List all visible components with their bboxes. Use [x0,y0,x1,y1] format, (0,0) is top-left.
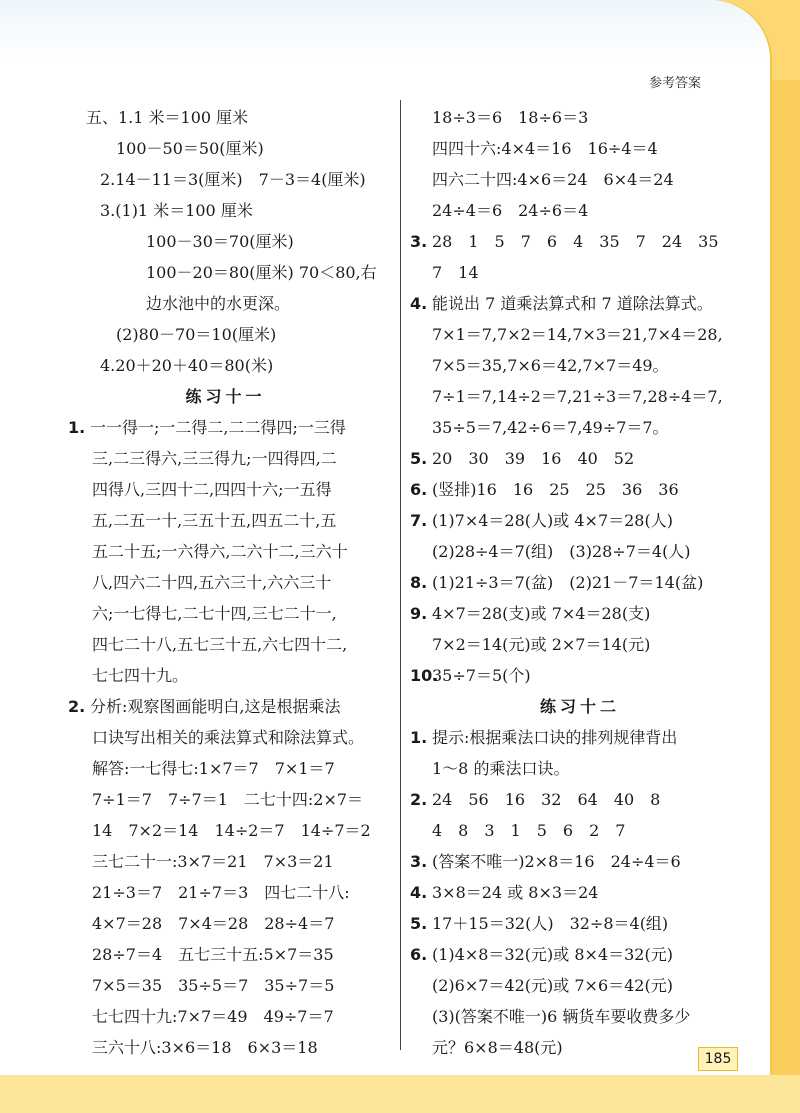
answer-line [58,660,393,691]
answer-text: (2)28÷4＝7(组) (3)28÷7＝4(人) [432,542,691,561]
answer-line [410,753,750,784]
answer-line [58,815,393,846]
item-number: 3. [410,852,428,871]
answer-line [58,846,393,877]
answer-line [410,505,750,536]
answer-text: (2)80－70＝10(厘米) [116,325,277,344]
answer-text: 能说出 7 道乘法算式和 7 道除法算式。 [432,294,713,313]
answer-line [58,412,393,443]
answer-line [410,567,750,598]
answer-text: 35÷5＝7,42÷6＝7,49÷7＝7。 [432,418,669,437]
answer-text: 35÷7＝5(个) [432,666,531,685]
answer-text: 7÷1＝7 7÷7＝1 二七十四:2×7＝ [92,790,364,809]
answer-text: 28÷7＝4 五七三十五:5×7＝35 [92,945,334,964]
item-number: 5. [410,914,428,933]
header-label: 参考答案 [649,76,702,91]
right-color-band [770,80,800,1113]
answer-line [410,133,750,164]
answer-text: (1)4×8＝32(元)或 8×4＝32(元) [432,945,673,964]
answer-text: 七七四十九:7×7＝49 49÷7＝7 [92,1007,334,1026]
answer-line [58,443,393,474]
answer-text: 三,二三得六,三三得九;一四得四,二 [92,449,337,468]
answer-text: 口诀写出相关的乘法算式和除法算式。 [92,728,365,747]
answer-text: 24÷4＝6 24÷6＝4 [432,201,589,220]
answer-text: 24 56 16 32 64 40 8 [432,790,661,809]
answer-line [410,660,750,691]
bottom-color-band [0,1075,800,1113]
answer-line [58,350,393,381]
answer-text: 7×5＝35,7×6＝42,7×7＝49。 [432,356,669,375]
answer-line [58,474,393,505]
answer-text: 五,二五一十,三五十五,四五二十,五 [92,511,337,530]
answer-text: 提示:根据乘法口诀的排列规律背出 [432,728,678,747]
answer-text: 四四十六:4×4＝16 16÷4＝4 [432,139,658,158]
answer-text: 28 1 5 7 6 4 35 7 24 35 [432,232,719,251]
answer-text: 20 30 39 16 40 52 [432,449,635,468]
answer-line [58,1032,393,1063]
answer-line [58,257,393,288]
item-number: 2. [410,790,428,809]
answer-line [410,381,750,412]
answer-line [410,536,750,567]
answer-text: 三七二十一:3×7＝21 7×3＝21 [92,852,334,871]
answer-line [410,939,750,970]
answer-line [410,443,750,474]
answer-text: 1～8 的乘法口诀。 [432,759,570,778]
answer-line [58,691,393,722]
answer-text: 四得八,三四十二,四四十六;一五得 [92,480,332,499]
left-column [58,102,393,1063]
page-top-shade [0,0,770,60]
answer-text: (2)6×7＝42(元)或 7×6＝42(元) [432,976,673,995]
answer-text: (3)(答案不唯一)6 辆货车要收费多少 [432,1007,691,1026]
answer-text: 21÷3＝7 21÷7＝3 四七二十八: [92,883,350,902]
item-number: 7. [410,511,428,530]
answer-line [58,970,393,1001]
item-number: 4. [410,294,428,313]
answer-line [410,226,750,257]
section-heading: 练习十一 [185,387,266,406]
answer-text: 一一得一;一二得二,二二得四;一三得 [90,418,346,437]
answer-line [58,195,393,226]
answer-text: 4×7＝28 7×4＝28 28÷4＝7 [92,914,335,933]
answer-text: 2.14－11＝3(厘米) 7－3＝4(厘米) [100,170,366,189]
answer-text: 边水池中的水更深。 [146,294,291,313]
item-number: 6. [410,945,428,964]
item-number: 3. [410,232,428,251]
answer-line [58,598,393,629]
answer-line [410,908,750,939]
answer-text: 7 14 [432,263,479,282]
item-number: 1. [410,728,428,747]
answer-line [410,257,750,288]
page-number: 185 [698,1047,738,1071]
answer-text: 七七四十九。 [92,666,189,685]
item-number: 5. [410,449,428,468]
answer-line [410,598,750,629]
answer-text: 100－20＝80(厘米) 70＜80,右 [146,263,377,282]
item-number: 2. [68,697,86,716]
answer-line [410,970,750,1001]
item-number: 8. [410,573,428,592]
answer-line [58,288,393,319]
answer-text: 四七二十八,五七三十五,六七四十二, [92,635,348,654]
answer-line [58,877,393,908]
answer-line [58,226,393,257]
answer-text: (1)21÷3＝7(盆) (2)21－7＝14(盆) [432,573,704,592]
answer-line [58,319,393,350]
column-divider [400,100,401,1050]
answer-line [58,1001,393,1032]
answer-line [58,505,393,536]
item-number: 4. [410,883,428,902]
answer-text: (1)7×4＝28(人)或 4×7＝28(人) [432,511,673,530]
item-number: 10. [410,666,439,685]
answer-line [410,474,750,505]
answer-line [410,164,750,195]
right-column [410,102,750,1063]
answer-text: 4 8 3 1 5 6 2 7 [432,821,626,840]
answer-line [58,567,393,598]
answer-line [410,1001,750,1032]
item-number: 9. [410,604,428,623]
answer-text: 100－50＝50(厘米) [116,139,264,158]
answer-line [410,784,750,815]
answer-text: 14 7×2＝14 14÷2＝7 14÷7＝2 [92,821,371,840]
answer-line [410,815,750,846]
answer-line [410,195,750,226]
answer-line [410,319,750,350]
answer-line [58,629,393,660]
answer-text: 五二十五;一六得六,二六十二,三六十 [92,542,348,561]
answer-text: 7×1＝7,7×2＝14,7×3＝21,7×4＝28, [432,325,723,344]
answer-text: 四六二十四:4×6＝24 6×4＝24 [432,170,674,189]
answer-text: 五、1.1 米＝100 厘米 [86,108,249,127]
answer-text: 7×2＝14(元)或 2×7＝14(元) [432,635,651,654]
answer-text: 3×8＝24 或 8×3＝24 [432,883,599,902]
answer-text: 3.(1)1 米＝100 厘米 [100,201,253,220]
answer-line [410,350,750,381]
answer-text: 17＋15＝32(人) 32÷8＝4(组) [432,914,669,933]
answer-line [410,412,750,443]
answer-line [58,536,393,567]
answer-line [410,629,750,660]
answer-text: (答案不唯一)2×8＝16 24÷4＝6 [432,852,681,871]
answer-text: 三六十八:3×6＝18 6×3＝18 [92,1038,318,1057]
answer-text: 4×7＝28(支)或 7×4＝28(支) [432,604,651,623]
answer-line [58,133,393,164]
answer-line [58,753,393,784]
answer-line [58,784,393,815]
item-number: 6. [410,480,428,499]
answer-line [410,722,750,753]
section-heading: 练习十二 [539,697,620,716]
answer-text: 元？6×8＝48(元) [432,1038,563,1057]
answer-text: 100－30＝70(厘米) [146,232,294,251]
answer-text: 7÷1＝7,14÷2＝7,21÷3＝7,28÷4＝7, [432,387,723,406]
answer-text: 分析:观察图画能明白,这是根据乘法 [90,697,341,716]
answer-line [58,908,393,939]
answer-line [58,164,393,195]
answer-line [58,939,393,970]
answer-line [58,102,393,133]
answer-text: 解答:一七得七:1×7＝7 7×1＝7 [92,759,335,778]
answer-text: 7×5＝35 35÷5＝7 35÷7＝5 [92,976,335,995]
answer-text: 六;一七得七,二七十四,三七二十一, [92,604,337,623]
answer-text: 八,四六二十四,五六三十,六六三十 [92,573,332,592]
answer-text: 4.20＋20＋40＝80(米) [100,356,274,375]
item-number: 1. [68,418,86,437]
answer-line [410,877,750,908]
answer-line [410,102,750,133]
answer-text: (竖排)16 16 25 25 36 36 [432,480,679,499]
answer-line [58,722,393,753]
answer-line [410,288,750,319]
answer-text: 18÷3＝6 18÷6＝3 [432,108,589,127]
answer-line [410,846,750,877]
